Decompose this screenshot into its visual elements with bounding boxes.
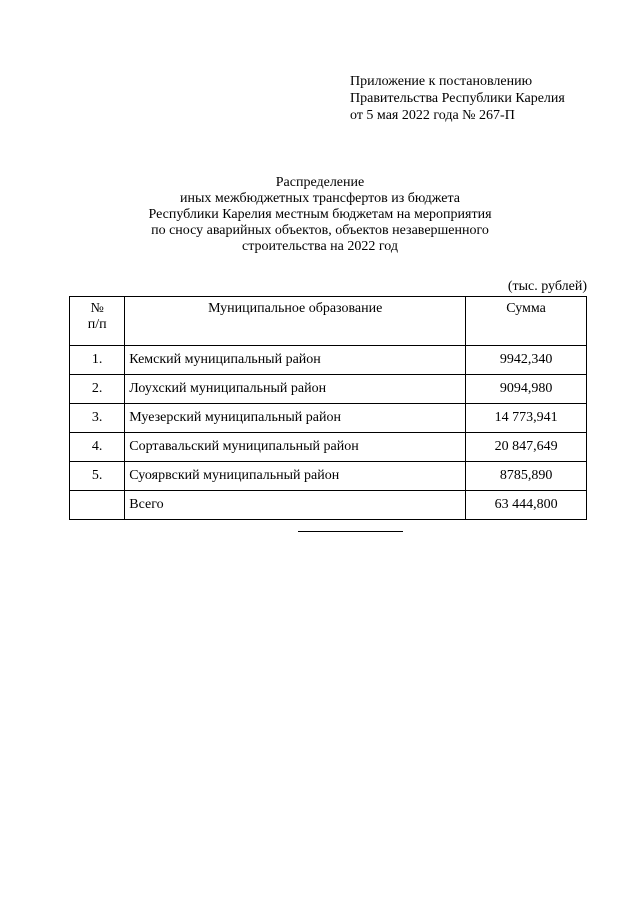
annex-line: Правительства Республики Карелия [350, 91, 565, 106]
header-number-line2: п/п [87, 317, 107, 332]
row-number: 5. [70, 462, 125, 491]
header-municipality: Муниципальное образование [125, 297, 466, 346]
table-header-row [70, 297, 587, 346]
title-line: Распределение [275, 175, 365, 190]
title-line: по сносу аварийных объектов, объектов незавершенного [151, 223, 489, 238]
total-number [70, 491, 125, 520]
table-row [70, 404, 587, 433]
table-row [70, 462, 587, 491]
units-label: (тыс. рублей) [507, 279, 587, 294]
row-sum: 9094,980 [466, 375, 587, 404]
table-row [70, 375, 587, 404]
annex-reference [350, 73, 565, 124]
row-sum: 9942,340 [466, 346, 587, 375]
row-municipality: Муезерский муниципальный район [125, 404, 466, 433]
row-municipality: Кемский муниципальный район [125, 346, 466, 375]
row-number: 2. [70, 375, 125, 404]
table-row [70, 433, 587, 462]
header-number [70, 297, 125, 346]
row-sum: 14 773,941 [466, 404, 587, 433]
total-label: Всего [125, 491, 466, 520]
header-sum: Сумма [466, 297, 587, 346]
row-number: 3. [70, 404, 125, 433]
row-number: 1. [70, 346, 125, 375]
row-sum: 20 847,649 [466, 433, 587, 462]
header-number-line1: № [90, 301, 104, 316]
row-municipality: Сортавальский муниципальный район [125, 433, 466, 462]
document-title [100, 175, 540, 255]
total-row [70, 491, 587, 520]
title-line: строительства на 2022 год [242, 239, 398, 254]
row-municipality: Суоярвский муниципальный район [125, 462, 466, 491]
closing-divider [298, 531, 403, 532]
row-number: 4. [70, 433, 125, 462]
row-sum: 8785,890 [466, 462, 587, 491]
annex-line: от 5 мая 2022 года № 267-П [350, 108, 515, 123]
title-line: иных межбюджетных трансфертов из бюджета [180, 191, 460, 206]
annex-line: Приложение к постановлению [350, 74, 533, 89]
table-row [70, 346, 587, 375]
distribution-table [69, 296, 587, 520]
row-municipality: Лоухский муниципальный район [125, 375, 466, 404]
total-sum: 63 444,800 [466, 491, 587, 520]
title-line: Республики Карелия местным бюджетам на мероприятия [148, 207, 492, 222]
